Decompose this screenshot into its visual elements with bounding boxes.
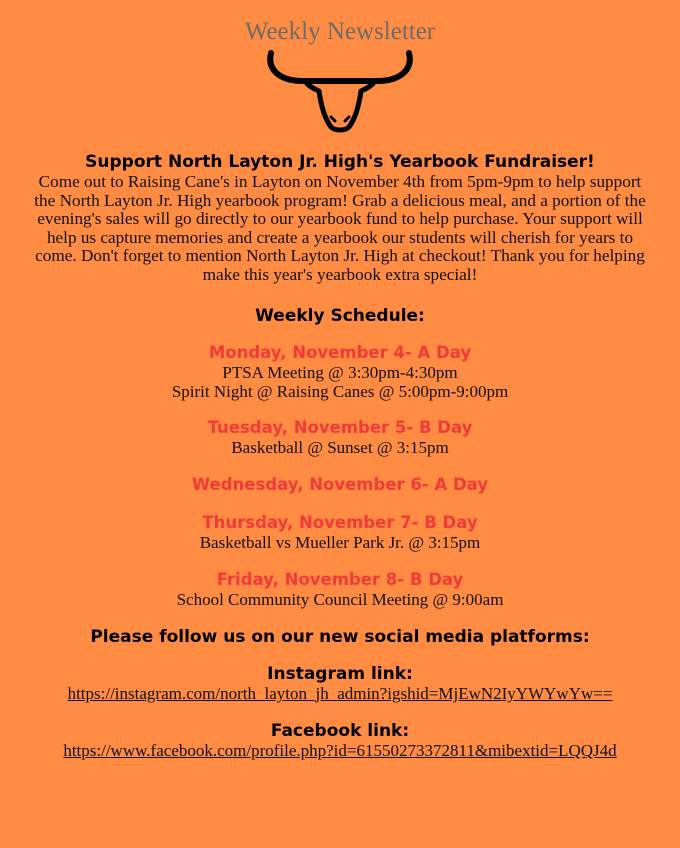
newsletter-title: Weekly Newsletter bbox=[244, 18, 436, 45]
fundraiser-line: evening's sales will go directly to our yearbook fund to help purchase. Your support will bbox=[37, 209, 643, 229]
longhorn-bull-icon bbox=[265, 47, 415, 135]
instagram-section bbox=[0, 664, 680, 704]
fundraiser-line: help us capture memories and create a yearbook our students will cherish for years to bbox=[46, 227, 634, 247]
event-item: PTSA Meeting @ 3:30pm-4:30pm bbox=[222, 363, 458, 382]
event-item: School Community Council Meeting @ 9:00am bbox=[176, 590, 504, 609]
event-item: Basketball @ Sunset @ 3:15pm bbox=[231, 438, 449, 457]
day-heading: Monday, November 4- A Day bbox=[208, 343, 472, 362]
instagram-link[interactable]: https://instagram.com/north_layton_jh_admin?igshid=MjEwN2IyYWYwYw== bbox=[67, 684, 613, 703]
facebook-section bbox=[0, 721, 680, 761]
fundraiser-line: make this year's yearbook extra special! bbox=[202, 264, 478, 284]
fundraiser-line: come. Don't forget to mention North Layton Jr. High at checkout! Thank you for helping bbox=[35, 246, 645, 266]
day-heading: Friday, November 8- B Day bbox=[216, 570, 464, 589]
schedule-heading: Weekly Schedule: bbox=[255, 306, 425, 326]
social-heading: Please follow us on our new social media platforms: bbox=[90, 627, 590, 647]
instagram-label: Instagram link: bbox=[267, 664, 413, 684]
schedule-day-wednesday bbox=[0, 475, 680, 495]
fundraiser-line: Come out to Raising Cane's in Layton on November 4th from 5pm-9pm to help support bbox=[38, 172, 642, 191]
day-heading: Wednesday, November 6- A Day bbox=[191, 475, 489, 494]
schedule-day-tuesday bbox=[0, 418, 680, 457]
fundraiser-body bbox=[0, 173, 680, 285]
fundraiser-line: the North Layton Jr. High yearbook program! Grab a delicious meal, and a portion of the bbox=[34, 190, 646, 210]
facebook-label: Facebook link: bbox=[270, 721, 410, 741]
facebook-link[interactable]: https://www.facebook.com/profile.php?id=61550273372811&mibextid=LQQJ4d bbox=[63, 741, 617, 760]
event-item: Basketball vs Mueller Park Jr. @ 3:15pm bbox=[199, 533, 481, 552]
schedule-day-monday bbox=[0, 343, 680, 401]
day-heading: Thursday, November 7- B Day bbox=[202, 513, 478, 532]
fundraiser-section bbox=[0, 152, 680, 285]
event-item: Spirit Night @ Raising Canes @ 5:00pm-9:00pm bbox=[171, 382, 509, 401]
day-heading: Tuesday, November 5- B Day bbox=[207, 418, 473, 437]
schedule-day-thursday bbox=[0, 513, 680, 552]
schedule-day-friday bbox=[0, 570, 680, 609]
fundraiser-heading: Support North Layton Jr. High's Yearbook Fundraiser! bbox=[85, 152, 595, 172]
